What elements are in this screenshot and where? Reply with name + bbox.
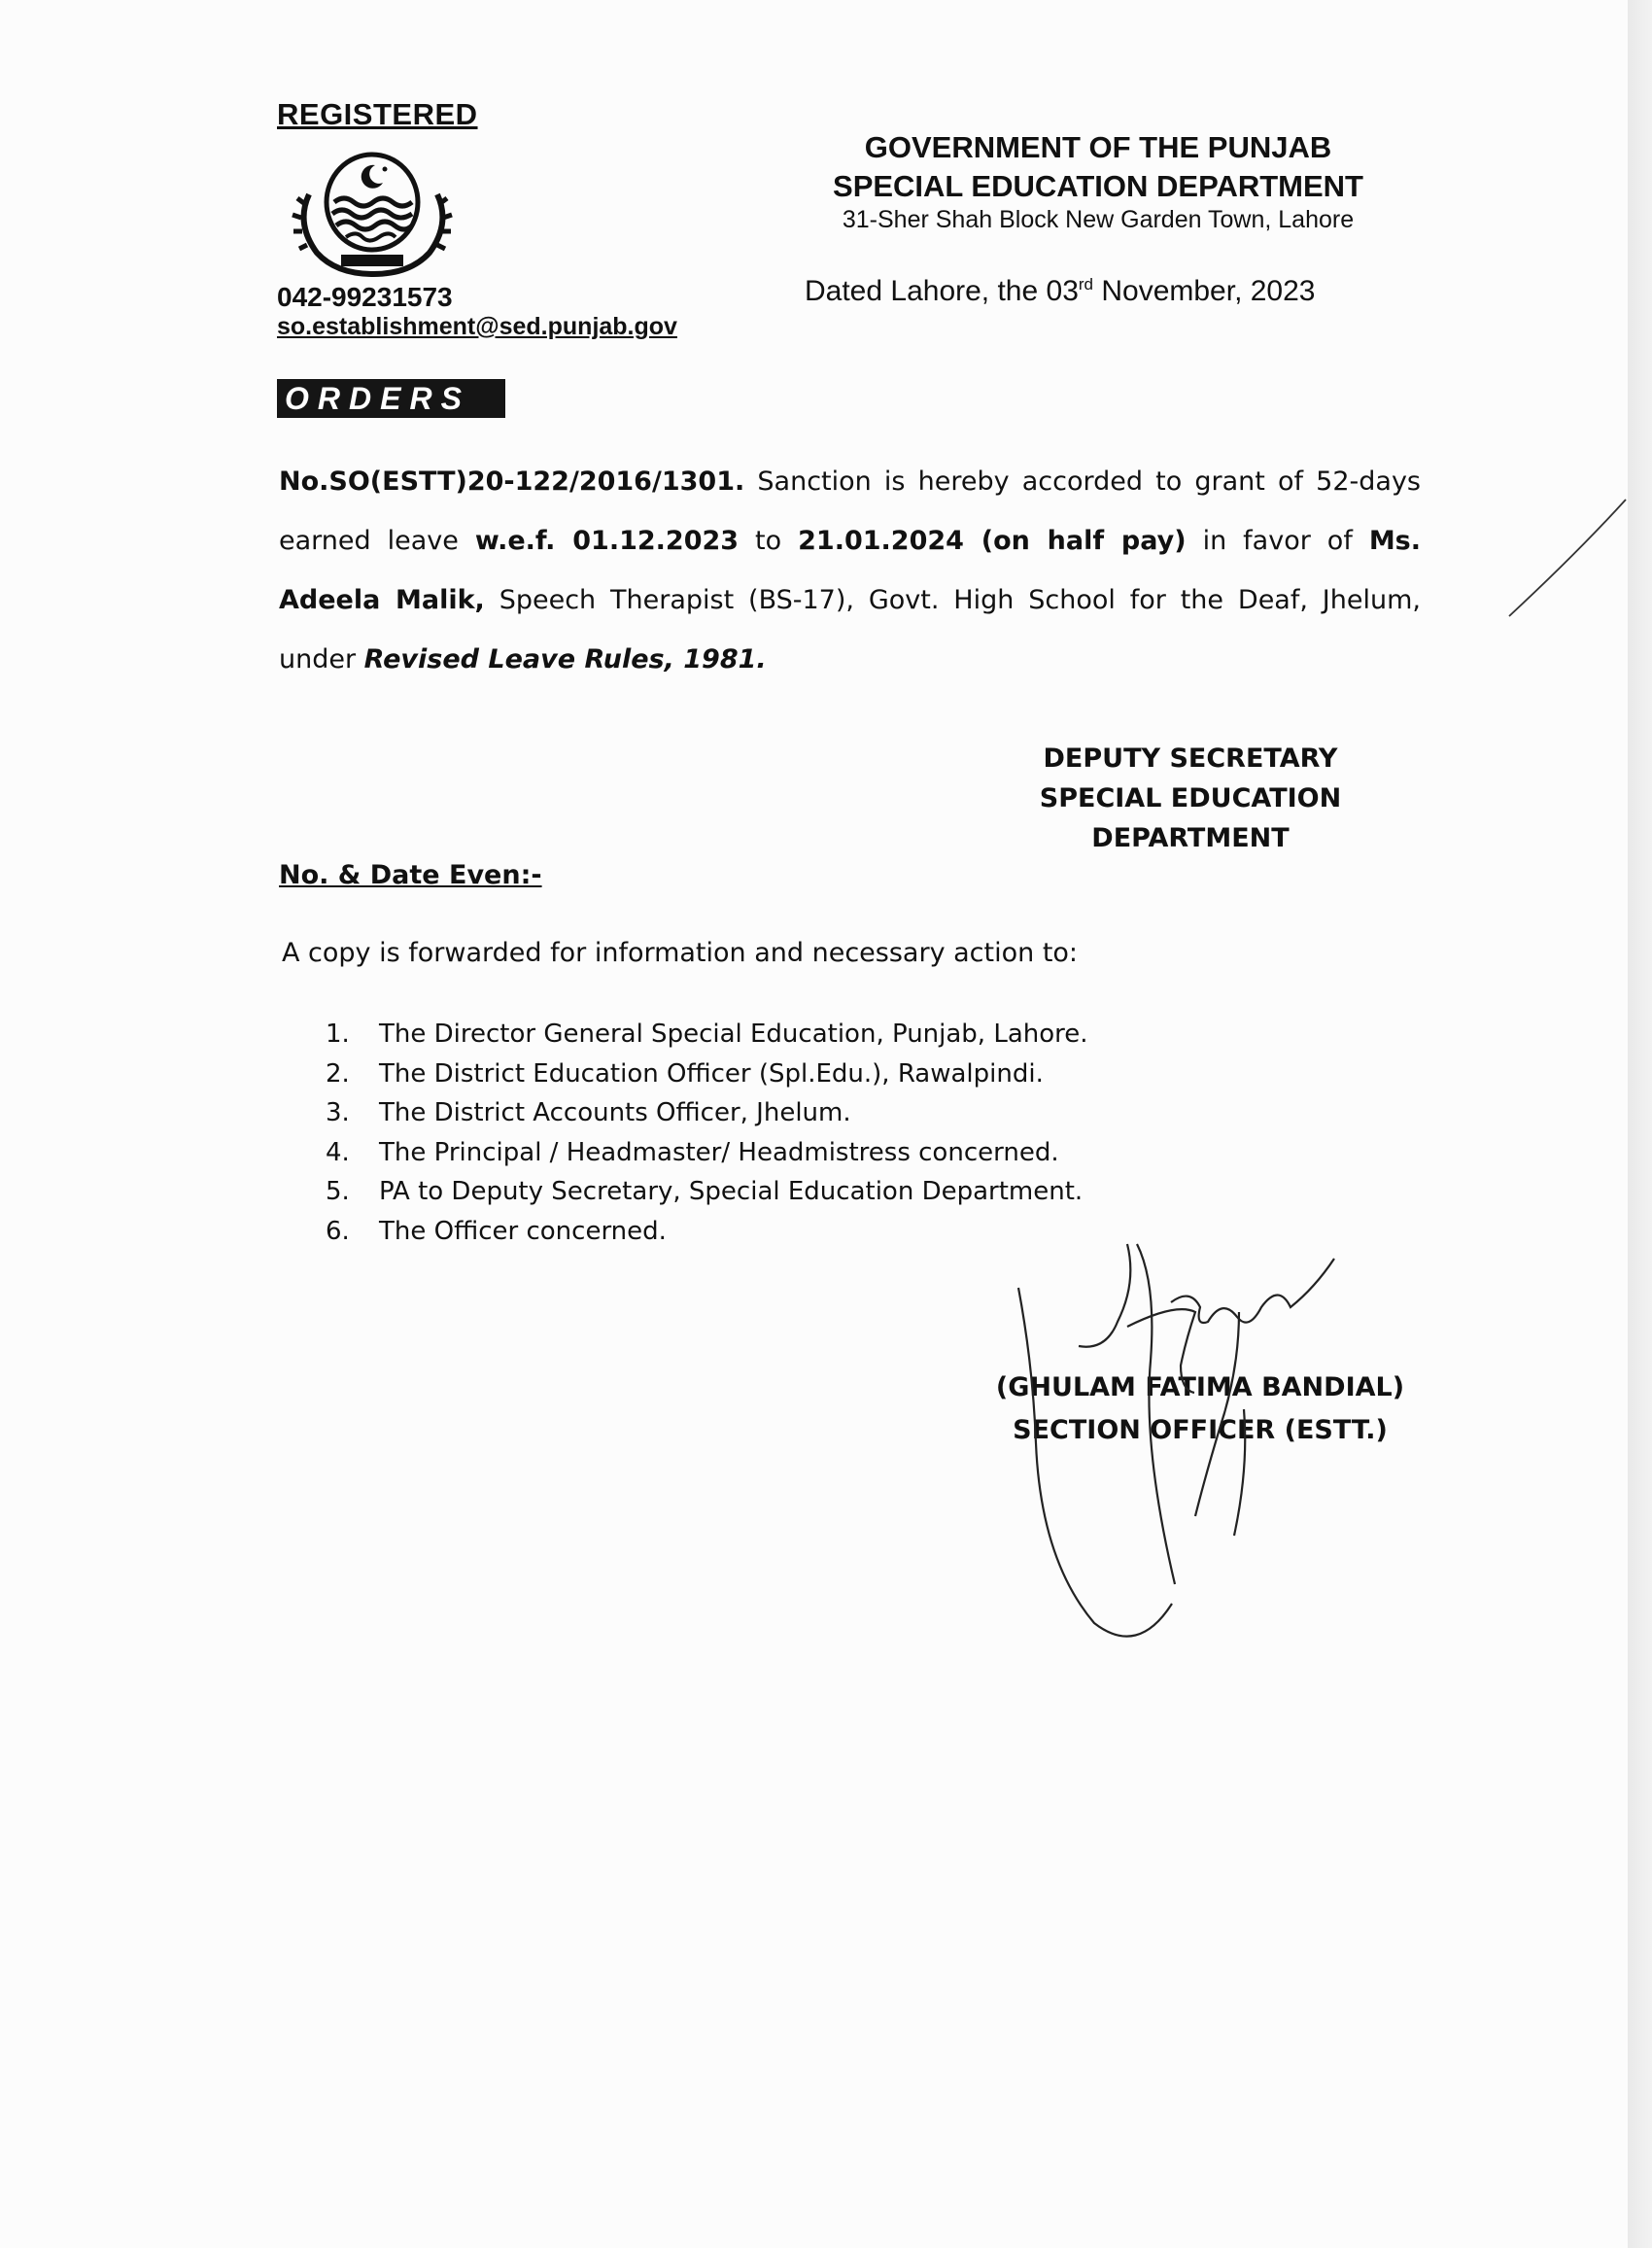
dated-line: Dated Lahore, the 03rd November, 2023 [805, 275, 1316, 307]
officer-signatory-name: (GHULAM FATIMA BANDIAL) [995, 1372, 1405, 1402]
list-item: 6. The Officer concerned. [326, 1216, 667, 1246]
copy-heading: No. & Date Even:- [279, 860, 542, 890]
distribution-list [326, 1015, 1088, 1251]
list-item: 3. The District Accounts Officer, Jhelum. [326, 1098, 851, 1127]
deputy-secretary-block: DEPUTY SECRETARY SPECIAL EDUCATION DEPARTMENT [1039, 744, 1342, 853]
department-address: 31-Sher Shah Block New Garden Town, Lahore [842, 206, 1355, 233]
list-item: 2. The District Education Officer (Spl.Edu.), Rawalpindi. [326, 1058, 1044, 1089]
orders-label: ORDERS [277, 379, 505, 418]
copy-intro: A copy is forwarded for information and necessary action to: [282, 938, 1079, 968]
list-item: 4. The Principal / Headmaster/ Headmistress concerned. [326, 1137, 1059, 1167]
leave-rules: Revised Leave Rules, 1981. [363, 644, 767, 674]
government-heading: GOVERNMENT OF THE PUNJAB [864, 130, 1332, 164]
list-item: 1. The Director General Special Education, Punjab, Lahore. [326, 1020, 1088, 1049]
list-item: 5. PA to Deputy Secretary, Special Education Department. [326, 1177, 1084, 1206]
punjab-emblem-icon [288, 146, 458, 277]
handwritten-signature [1001, 1234, 1380, 1643]
officer-designation: SECTION OFFICER (ESTT.) [1013, 1415, 1388, 1445]
department-heading: SPECIAL EDUCATION DEPARTMENT [833, 169, 1363, 203]
order-number: No.SO(ESTT)20-122/2016/1301. [279, 467, 745, 497]
email-link[interactable]: so.establishment@sed.punjab.gov [277, 313, 677, 340]
registered-label: REGISTERED [277, 97, 478, 131]
margin-mark [1501, 496, 1637, 622]
scan-edge [1628, 0, 1652, 2248]
phone-number: 042-99231573 [277, 282, 453, 312]
order-paragraph: No.SO(ESTT)20-122/2016/1301. Sanction is hereby accorded to grant of 52-days earned leave w.e.f. 01.12.2023 to 21.01.2024 (on half pay) in favor of Ms. Adeela Malik, Speech Therapist (BS-17), Govt. High School for the Deaf, Jhelum, under Revised Leave Rules, 1981. [279, 467, 1422, 674]
officer-name: Ms. Adeela Malik, [279, 526, 1422, 615]
